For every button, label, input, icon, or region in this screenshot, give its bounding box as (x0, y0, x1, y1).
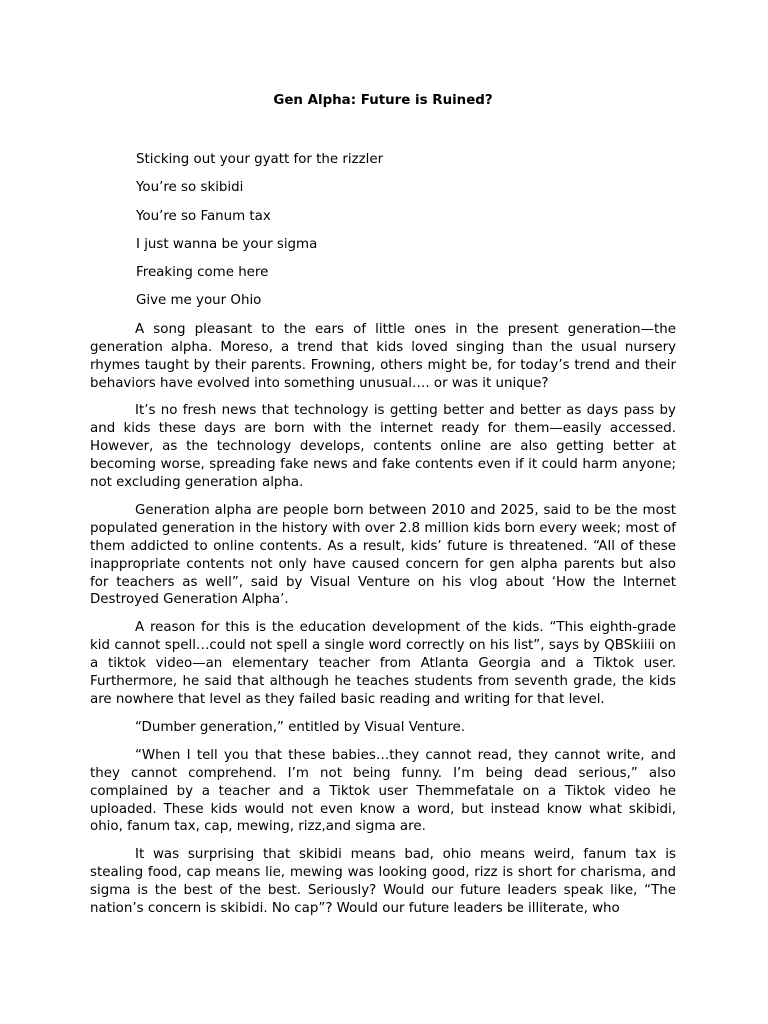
lyric-line: Freaking come here (136, 265, 269, 281)
lyric-line: Sticking out your gyatt for the rizzler (136, 152, 384, 167)
lyric-line: You’re so skibidi (136, 180, 244, 196)
body-paragraph: It’s no fresh news that technology is getting better and better as days pass by and kids these days are born with the internet ready for them—easily accessed. However, as the technology develops, contents online are also getting better at becoming worse, spreading fake news and fake contents even if it could harm anyone; not excluding generation alpha. (90, 403, 676, 491)
body-paragraph: It was surprising that skibidi means bad, ohio means weird, fanum tax is stealing food, cap means lie, mewing was looking good, rizz is short for charisma, and sigma is the best of the best. Seriously? Would our future leaders speak like, “The nation’s concern is skibidi. No cap”? Would our future leaders be illiterate, who (90, 847, 676, 917)
document-page (90, 92, 676, 928)
body-paragraph: Generation alpha are people born between 2010 and 2025, said to be the most populated generation in the history with over 2.8 million kids born every week; most of them addicted to online contents. As a result, kids’ future is threatened. “All of these inappropriate contents not only have caused concern for gen alpha parents but also for teachers as well”, said by Visual Venture on his vlog about ‘How the Internet Destroyed Generation Alpha’. (90, 502, 676, 608)
lyric-line: Give me your Ohio (136, 293, 262, 309)
body-paragraph: “Dumber generation,” entitled by Visual Venture. (135, 719, 466, 735)
document-title: Gen Alpha: Future is Ruined? (273, 93, 493, 108)
article-body (90, 321, 676, 918)
lyric-line: I just wanna be your sigma (136, 236, 318, 252)
body-paragraph: “When I tell you that these babies…they cannot read, they cannot write, and they cannot comprehend. I’m not being funny. I’m being dead serious,” also complained by a teacher and a Tiktok user Themmefatale on a Tiktok video he uploaded. These kids would not even know a word, but instead know what skibidi, ohio, fanum tax, cap, mewing, rizz,and sigma are. (90, 747, 676, 835)
song-lyrics (90, 151, 676, 310)
body-paragraph: A song pleasant to the ears of little ones in the present generation—the generation alpha. Moreso, a trend that kids loved singing than the usual nursery rhymes taught by their parents. Frowning, others might be, for today’s trend and their behaviors have evolved into something unusual…. or was it unique? (90, 321, 676, 391)
body-paragraph: A reason for this is the education development of the kids. “This eighth-grade kid cannot spell…could not spell a single word correctly on his list”, says by QBSkiiii on a tiktok video—an elementary teacher from Atlanta Georgia and a Tiktok user. Furthermore, he said that although he teaches students from seventh grade, the kids are nowhere that level as they failed basic reading and writing for that level. (90, 620, 676, 707)
lyric-line: You’re so Fanum tax (136, 208, 271, 224)
